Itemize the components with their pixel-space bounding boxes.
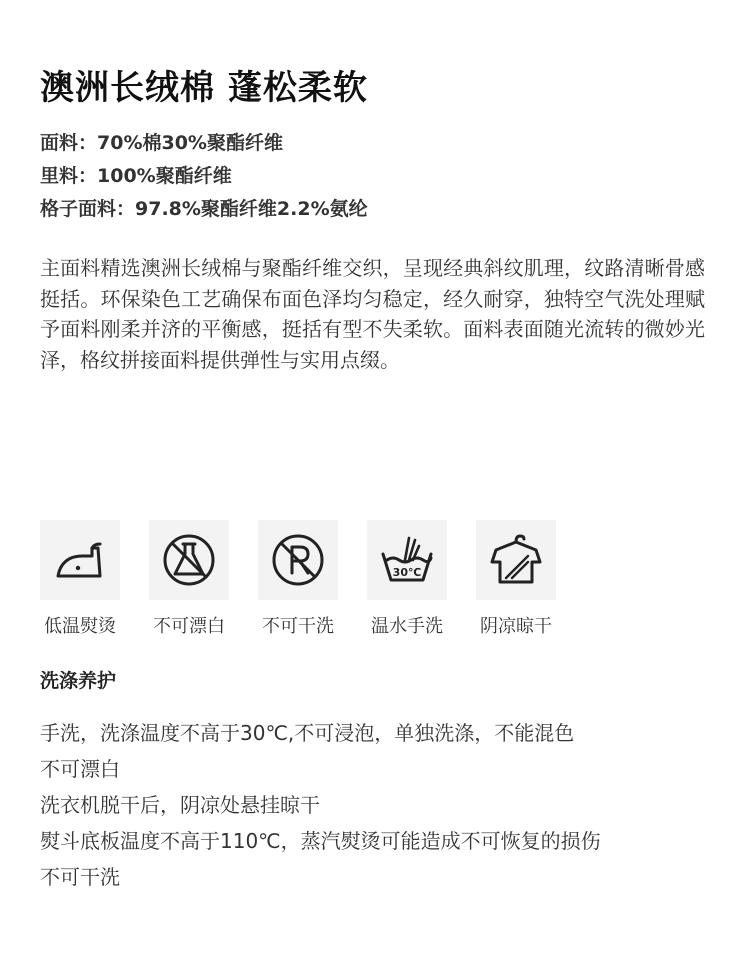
care-item-no-dry-clean bbox=[258, 520, 338, 638]
care-icon-row bbox=[40, 520, 556, 638]
low-temperature-iron-icon bbox=[40, 520, 120, 600]
care-item-dry-shade bbox=[476, 520, 556, 638]
care-instruction-line: 洗衣机脱干后，阴凉处悬挂晾干 bbox=[40, 793, 320, 817]
no-dry-clean-icon bbox=[258, 520, 338, 600]
care-section-heading: 洗涤养护 bbox=[40, 670, 117, 692]
spec-check-fabric: 格子面料：97.8%聚酯纤维2.2%氨纶 bbox=[40, 198, 368, 220]
care-label-no-bleach: 不可漂白 bbox=[153, 616, 225, 637]
care-label-no-dry-clean: 不可干洗 bbox=[262, 616, 334, 637]
care-instructions bbox=[40, 715, 601, 895]
care-instruction-line: 不可漂白 bbox=[40, 757, 120, 781]
fabric-specs bbox=[40, 127, 368, 226]
product-title: 澳洲长绒棉 蓬松柔软 bbox=[40, 68, 368, 108]
fabric-description: 主面料精选澳洲长绒棉与聚酯纤维交织，呈现经典斜纹肌理，纹路清晰骨感挺括。环保染色工艺确保布面色泽均匀稳定，经久耐穿，独特空气洗处理赋予面料刚柔并济的平衡感，挺括有型不失柔软。面料表面随光流转的微妙光泽，格纹拼接面料提供弹性与实用点缀。 bbox=[40, 256, 705, 372]
care-item-iron bbox=[40, 520, 120, 638]
care-instruction-line: 不可干洗 bbox=[40, 865, 120, 889]
care-instruction-line: 手洗，洗涤温度不高于30℃,不可浸泡，单独洗涤，不能混色 bbox=[40, 721, 575, 745]
care-item-hand-wash bbox=[367, 520, 447, 638]
care-item-no-bleach bbox=[149, 520, 229, 638]
dry-in-shade-icon bbox=[476, 520, 556, 600]
wash-temperature-text: 30℃ bbox=[392, 566, 422, 579]
care-label-iron: 低温熨烫 bbox=[44, 616, 116, 637]
care-label-dry-shade: 阴凉晾干 bbox=[480, 616, 552, 637]
care-instruction-line: 熨斗底板温度不高于110℃，蒸汽熨烫可能造成不可恢复的损伤 bbox=[40, 829, 601, 853]
spec-shell-fabric: 面料：70%棉30%聚酯纤维 bbox=[40, 132, 283, 154]
spec-lining: 里料：100%聚酯纤维 bbox=[40, 165, 232, 187]
hand-wash-30c-icon bbox=[367, 520, 447, 600]
care-label-hand-wash: 温水手洗 bbox=[371, 616, 443, 637]
no-bleach-icon bbox=[149, 520, 229, 600]
